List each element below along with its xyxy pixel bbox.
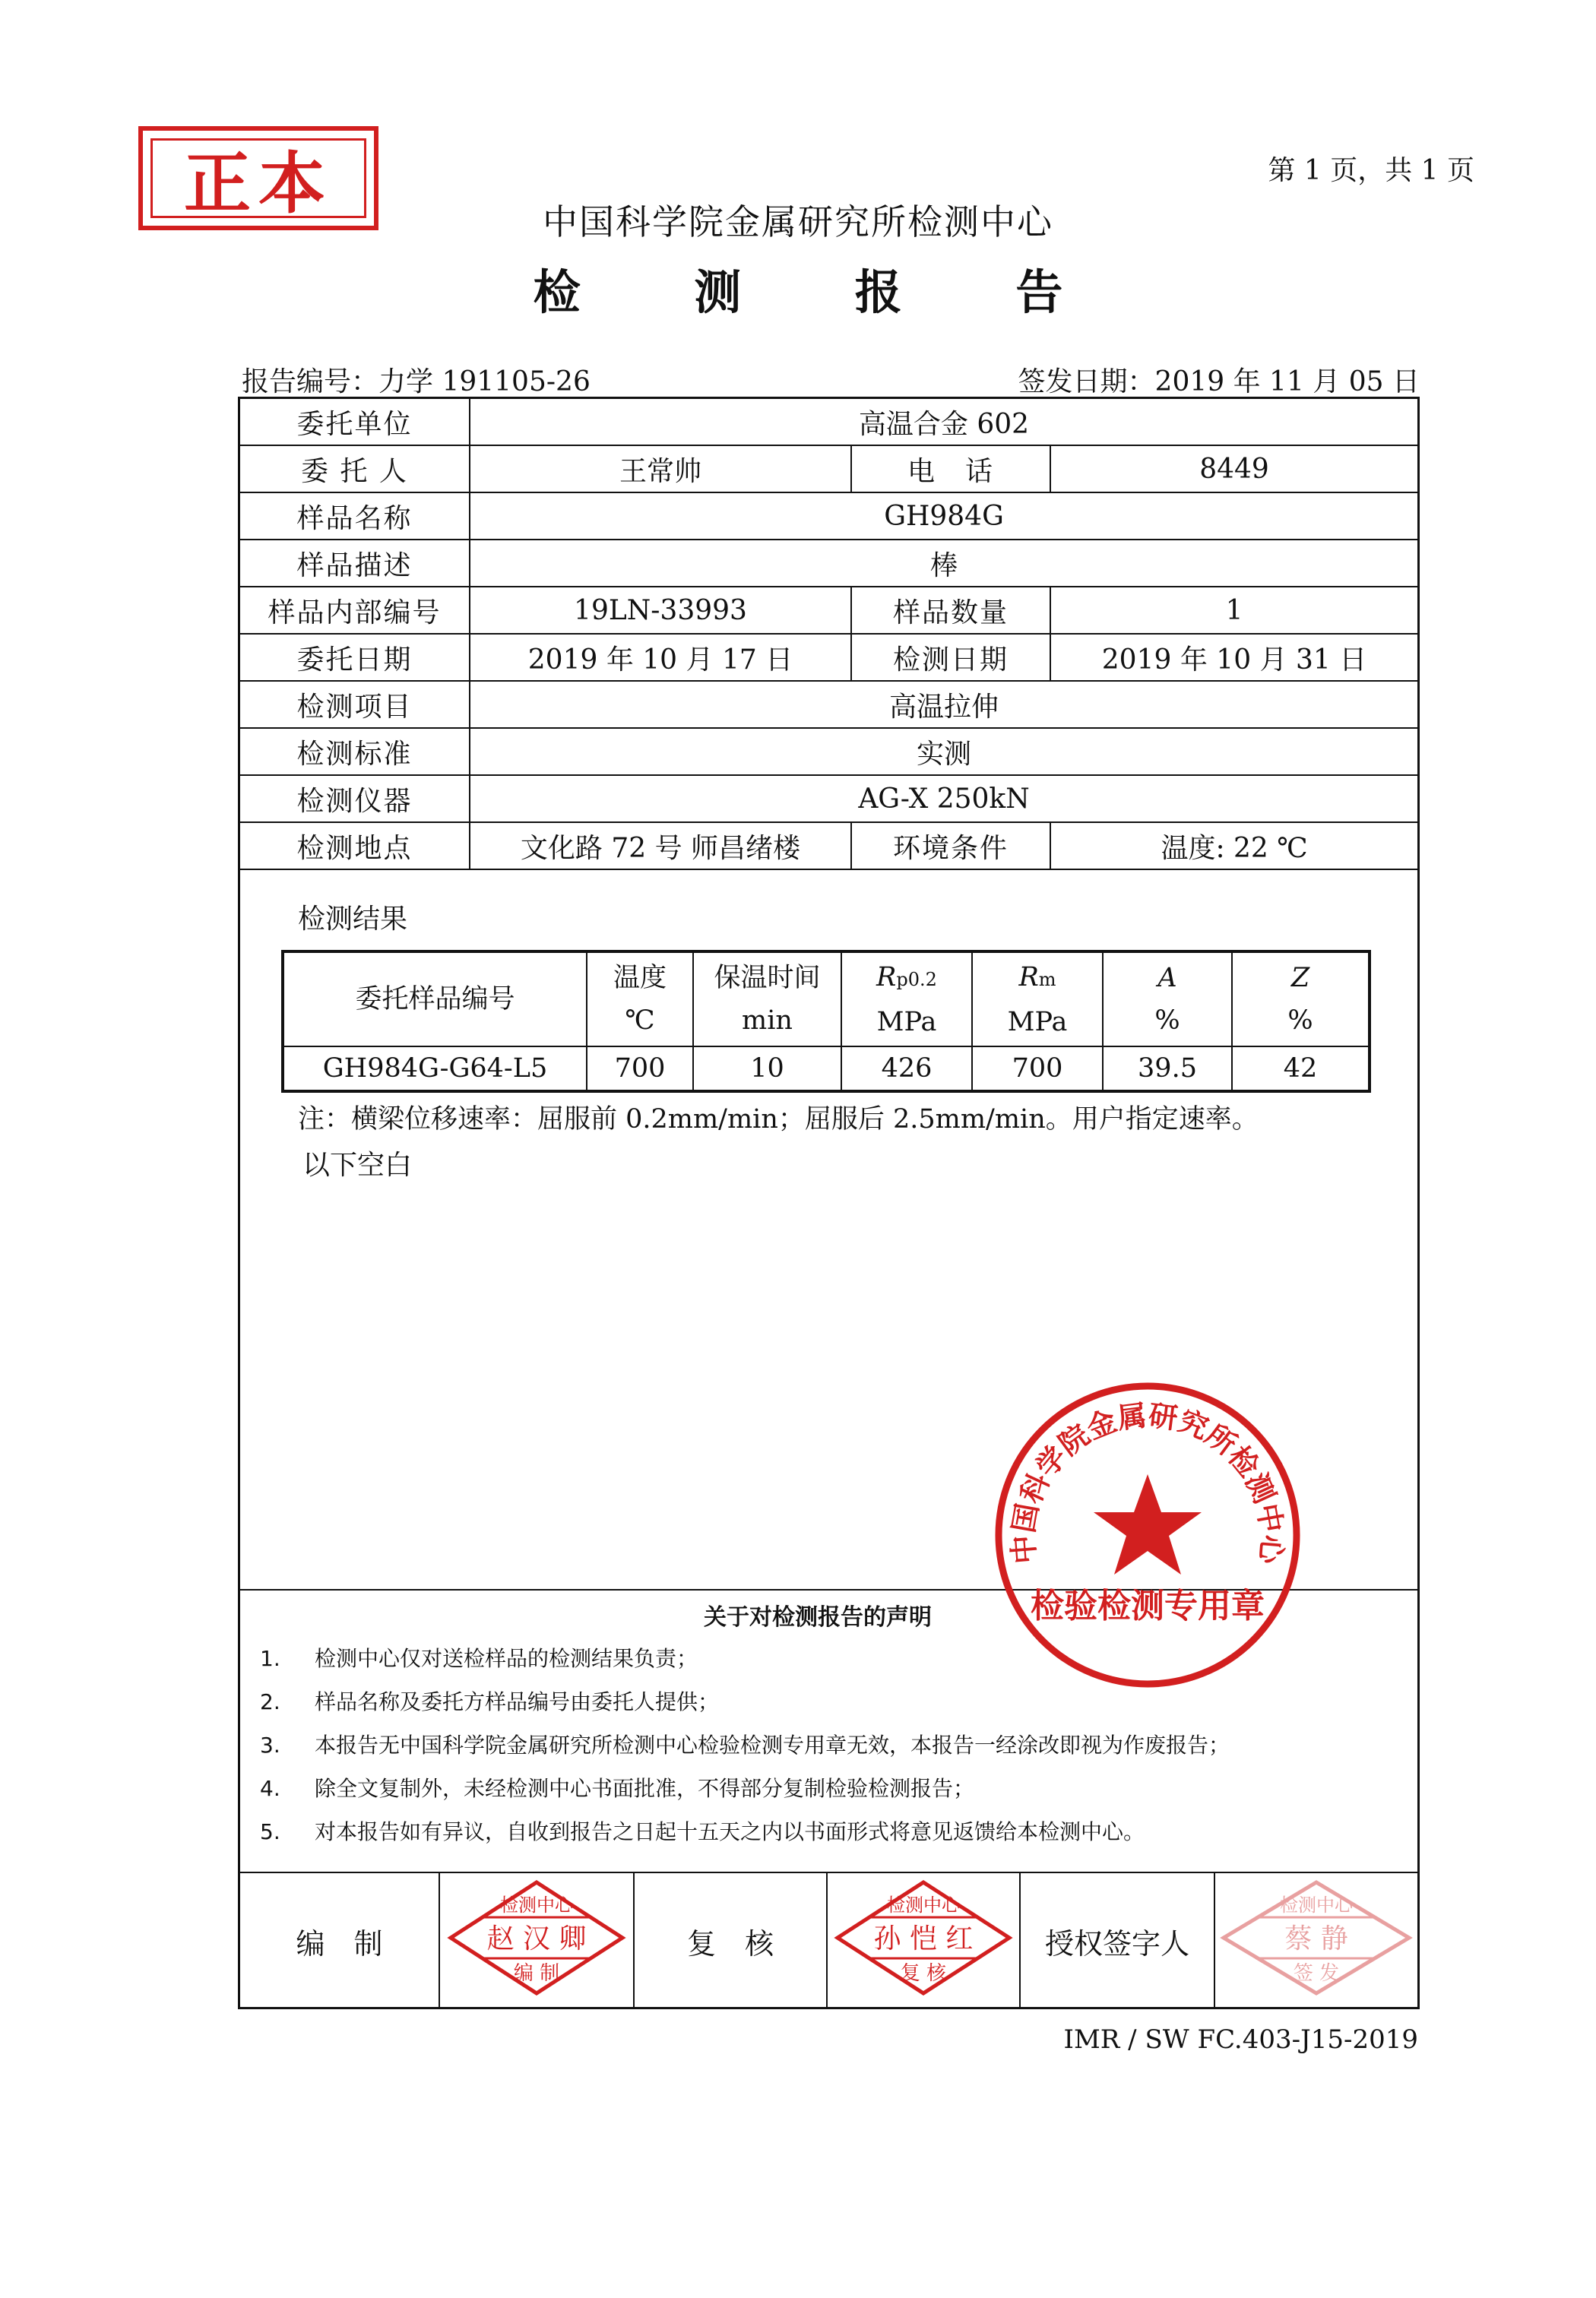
- declaration-item: [260, 1815, 1145, 1846]
- results-header-row: [283, 951, 1370, 1046]
- header-rm: [972, 951, 1103, 1046]
- sample-name-value: GH984G: [470, 492, 1417, 540]
- issue-date: 签发日期：2019 年 11 月 05 日: [1018, 366, 1420, 397]
- results-heading: 检测结果: [298, 904, 408, 935]
- header-temperature-unit: ℃: [625, 1005, 655, 1036]
- sample-info-table: [240, 399, 1417, 870]
- results-note: 注：横梁位移速率：屈服前 0.2mm/min；屈服后 2.5mm/min。用户指定速率。: [298, 1104, 1259, 1135]
- phone-label: 电 话: [851, 445, 1050, 492]
- authorize-stamp-top: 检测中心: [1280, 1894, 1353, 1916]
- declaration-item-number: 5.: [260, 1819, 280, 1844]
- header-rm-symbol: R: [1018, 961, 1039, 992]
- signature-row: [240, 1873, 1417, 2009]
- authorize-stamp-name: 蔡 静: [1284, 1923, 1348, 1955]
- compile-stamp-name: 赵 汉 卿: [486, 1923, 587, 1955]
- info-row-sample-desc: [240, 540, 1417, 587]
- commission-date-value: 2019 年 10 月 17 日: [470, 634, 851, 681]
- cell-rp02: 426: [841, 1046, 972, 1091]
- info-row-standard: [240, 728, 1417, 775]
- compile-stamp-bottom: 编 制: [513, 1962, 560, 1985]
- info-row-sample-name: [240, 492, 1417, 540]
- header-elongation: [1103, 951, 1232, 1046]
- header-reduction-symbol: Z: [1290, 963, 1310, 993]
- review-stamp: [828, 1873, 1018, 2002]
- test-item-value: 高温拉伸: [470, 681, 1417, 728]
- declaration-item: [260, 1729, 1230, 1759]
- declaration-title: 关于对检测报告的声明: [704, 1604, 932, 1631]
- authorize-stamp-bottom: 签 发: [1293, 1962, 1340, 1985]
- standard-label: 检测标准: [240, 728, 470, 775]
- environment-value: 温度: 22 ℃: [1050, 822, 1417, 869]
- commission-date-label: 委托日期: [240, 634, 470, 681]
- quantity-value: 1: [1050, 587, 1417, 634]
- cell-hold-time: 10: [693, 1046, 841, 1091]
- declaration-item-text: 本报告无中国科学院金属研究所检测中心检验检测专用章无效，本报告一经涂改即视为作废报告；: [315, 1733, 1230, 1758]
- sample-name-label: 样品名称: [240, 492, 470, 540]
- phone-value: 8449: [1050, 445, 1417, 492]
- authorize-signature: [1214, 1873, 1417, 2009]
- header-hold-time: [693, 951, 841, 1046]
- header-hold-time-unit: min: [742, 1005, 793, 1036]
- declaration-item-number: 3.: [260, 1733, 280, 1758]
- official-seal: [988, 1375, 1307, 1695]
- cell-reduction: 42: [1232, 1046, 1370, 1091]
- instrument-value: AG-X 250kN: [470, 775, 1417, 822]
- compile-stamp: [442, 1873, 632, 2002]
- declaration-item-number: 2.: [260, 1689, 280, 1714]
- seal-bottom-text: 检验检测专用章: [1031, 1587, 1265, 1625]
- authorize-stamp: [1218, 1873, 1415, 2002]
- cell-temperature: 700: [587, 1046, 693, 1091]
- internal-no-value: 19LN-33993: [470, 587, 851, 634]
- client-label: 委托单位: [240, 399, 470, 445]
- declaration-item-number: 4.: [260, 1776, 280, 1801]
- cell-elongation: 39.5: [1103, 1046, 1232, 1091]
- sample-desc-label: 样品描述: [240, 540, 470, 587]
- header-rm-subscript: m: [1038, 968, 1056, 990]
- original-copy-stamp-text: 正本: [183, 144, 333, 223]
- info-row-internal-no: [240, 587, 1417, 634]
- test-item-label: 检测项目: [240, 681, 470, 728]
- declaration-item-text: 检测中心仅对送检样品的检测结果负责；: [315, 1646, 698, 1671]
- sample-desc-value: 棒: [470, 540, 1417, 587]
- report-form: [238, 397, 1420, 2009]
- header-rp02-subscript: p0.2: [896, 968, 937, 990]
- review-label: 复 核: [634, 1873, 827, 2009]
- header-temperature: [587, 951, 693, 1046]
- blank-below-note: 以下空白: [302, 1150, 413, 1181]
- header-rp02: [841, 951, 972, 1046]
- review-stamp-name: 孙 恺 红: [873, 1923, 974, 1955]
- test-date-value: 2019 年 10 月 31 日: [1050, 634, 1417, 681]
- report-number: 报告编号：力学 191105-26: [242, 366, 591, 397]
- info-row-location: [240, 822, 1417, 869]
- quantity-label: 样品数量: [851, 587, 1050, 634]
- location-value: 文化路 72 号 师昌绪楼: [470, 822, 851, 869]
- declaration-item-number: 1.: [260, 1646, 280, 1671]
- declaration-item: [260, 1772, 974, 1803]
- header-rm-unit: MPa: [1007, 1006, 1068, 1037]
- person-value: 王常帅: [470, 445, 851, 492]
- info-row-item: [240, 681, 1417, 728]
- report-title: 检 测 报 告: [533, 264, 1112, 320]
- compile-stamp-top: 检测中心: [500, 1894, 573, 1916]
- declaration-item-text: 对本报告如有异议，自收到报告之日起十五天之内以书面形式将意见返馈给本检测中心。: [315, 1819, 1145, 1844]
- header-reduction: [1232, 951, 1370, 1046]
- info-row-instrument: [240, 775, 1417, 822]
- header-sample-id: 委托样品编号: [283, 951, 587, 1046]
- header-elongation-symbol: A: [1157, 963, 1177, 993]
- instrument-label: 检测仪器: [240, 775, 470, 822]
- test-date-label: 检测日期: [851, 634, 1050, 681]
- environment-label: 环境条件: [851, 822, 1050, 869]
- page-number: 第 1 页，共 1 页: [1268, 155, 1474, 186]
- header-rp02-unit: MPa: [876, 1006, 937, 1037]
- results-table: [281, 950, 1371, 1093]
- compile-signature: [439, 1873, 634, 2009]
- form-code: IMR / SW FC.403-J15-2019: [1063, 2024, 1418, 2055]
- review-signature: [827, 1873, 1020, 2009]
- standard-value: 实测: [470, 728, 1417, 775]
- declaration-item-text: 样品名称及委托方样品编号由委托人提供；: [315, 1689, 720, 1714]
- header-hold-time-label: 保温时间: [714, 963, 821, 993]
- cell-rm: 700: [972, 1046, 1103, 1091]
- header-temperature-label: 温度: [613, 963, 667, 993]
- header-elongation-unit: %: [1154, 1005, 1180, 1036]
- info-row-dates: [240, 634, 1417, 681]
- seal-ring-text: 中国科学院金属研究所检测中心: [1006, 1398, 1289, 1565]
- review-stamp-top: 检测中心: [887, 1894, 960, 1916]
- header-reduction-unit: %: [1287, 1005, 1313, 1036]
- location-label: 检测地点: [240, 822, 470, 869]
- declaration-item: [260, 1686, 719, 1716]
- institute-name: 中国科学院金属研究所检测中心: [543, 201, 1053, 242]
- client-value: 高温合金 602: [470, 399, 1417, 445]
- review-stamp-bottom: 复 核: [900, 1962, 947, 1985]
- person-label: 委 托 人: [240, 445, 470, 492]
- compile-label: 编 制: [296, 1927, 383, 1961]
- declaration-item-text: 除全文复制外，未经检测中心书面批准，不得部分复制检验检测报告；: [315, 1776, 975, 1801]
- results-data-row: [283, 1046, 1370, 1091]
- info-row-person: [240, 445, 1417, 492]
- seal-star-icon: [1094, 1474, 1202, 1575]
- info-row-client: [240, 399, 1417, 445]
- cell-sample-id: GH984G-G64-L5: [283, 1046, 587, 1091]
- header-rp02-symbol: R: [876, 961, 897, 992]
- declaration-item: [260, 1642, 698, 1673]
- internal-no-label: 样品内部编号: [240, 587, 470, 634]
- authorize-label: 授权签字人: [1020, 1873, 1214, 2009]
- signature-table: [240, 1873, 1417, 2009]
